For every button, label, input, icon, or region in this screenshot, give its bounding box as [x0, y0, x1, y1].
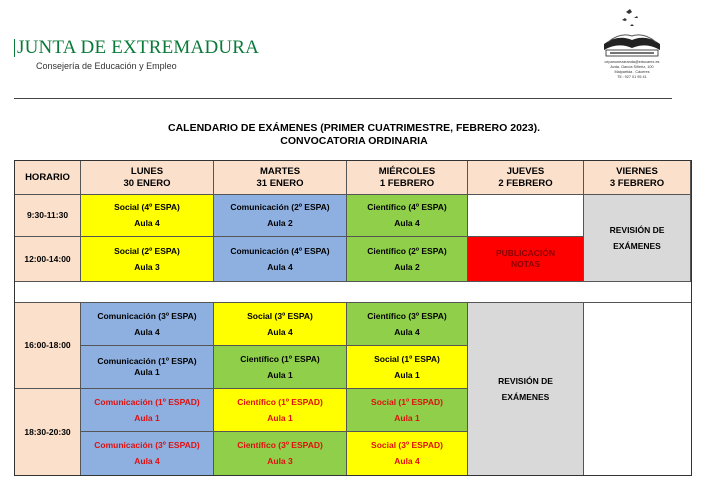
- center-info: cepanunezaranda@educarex.es Avda. García Siñeriz, 100 Malpartida . Cáceres Tlf.: 927 01 95 41: [604, 60, 660, 79]
- exam-cell: Social (4º ESPA) Aula 4: [81, 195, 214, 237]
- exam-cell: Comunicación (3º ESPA) Aula 4: [81, 303, 214, 346]
- document-title: CALENDARIO DE EXÁMENES (PRIMER CUATRIMESTRE, FEBRERO 2023).: [167, 122, 540, 134]
- exam-cell: Científico (3º ESPAD) Aula 3: [214, 432, 347, 475]
- col-header-miercoles: MIÉRCOLES 1 FEBRERO: [347, 161, 468, 195]
- header-rule: [14, 98, 672, 99]
- col-header-horario: HORARIO: [15, 161, 81, 195]
- exam-cell: Social (1º ESPA) Aula 1: [347, 346, 468, 389]
- exam-cell: Social (2º ESPA) Aula 3: [81, 237, 214, 282]
- book-bird-icon: [596, 6, 668, 60]
- empty-cell: [468, 195, 584, 237]
- col-header-lunes: LUNES 30 ENERO: [81, 161, 214, 195]
- separator-row: [15, 282, 691, 303]
- exam-cell: Científico (1º ESPAD) Aula 1: [214, 389, 347, 432]
- org-subtitle: Consejería de Educación y Empleo: [36, 61, 177, 71]
- time-slot-3: 16:00-18:00: [15, 303, 81, 389]
- exam-cell: Comunicación (1º ESPA) Aula 1: [81, 346, 214, 389]
- time-slot-1: 9:30-11:30: [15, 195, 81, 237]
- exam-cell: Científico (3º ESPA) Aula 4: [347, 303, 468, 346]
- exam-cell: Científico (2º ESPA) Aula 2: [347, 237, 468, 282]
- col-header-martes: MARTES 31 ENERO: [214, 161, 347, 195]
- exam-cell: Social (3º ESPA) Aula 4: [214, 303, 347, 346]
- org-name: JUNTA DE EXTREMADURA: [14, 38, 262, 58]
- revision-cell-morning: REVISIÓN DE EXÁMENES: [584, 195, 691, 282]
- col-header-jueves: JUEVES 2 FEBRERO: [468, 161, 584, 195]
- exam-cell: Científico (4º ESPA) Aula 4: [347, 195, 468, 237]
- exam-cell: Comunicación (3º ESPAD) Aula 4: [81, 432, 214, 475]
- exam-cell: Social (1º ESPAD) Aula 1: [347, 389, 468, 432]
- time-slot-4: 18:30-20:30: [15, 389, 81, 475]
- col-header-viernes: VIERNES 3 FEBRERO: [584, 161, 691, 195]
- exam-calendar: [14, 160, 692, 476]
- revision-cell-afternoon: REVISIÓN DE EXÁMENES: [468, 303, 584, 475]
- exam-cell: Comunicación (2º ESPA) Aula 2: [214, 195, 347, 237]
- publication-cell: PUBLICACIÓN NOTAS: [468, 237, 584, 282]
- exam-cell: Científico (1º ESPA) Aula 1: [214, 346, 347, 389]
- exam-cell: Comunicación (4º ESPA) Aula 4: [214, 237, 347, 282]
- exam-cell: Social (3º ESPAD) Aula 4: [347, 432, 468, 475]
- exam-cell: Comunicación (1º ESPAD) Aula 1: [81, 389, 214, 432]
- center-logo: [596, 6, 668, 92]
- empty-cell: [584, 303, 691, 475]
- junta-logo: [14, 38, 262, 71]
- time-slot-2: 12:00-14:00: [15, 237, 81, 282]
- document-subtitle: CONVOCATORIA ORDINARIA: [280, 135, 428, 147]
